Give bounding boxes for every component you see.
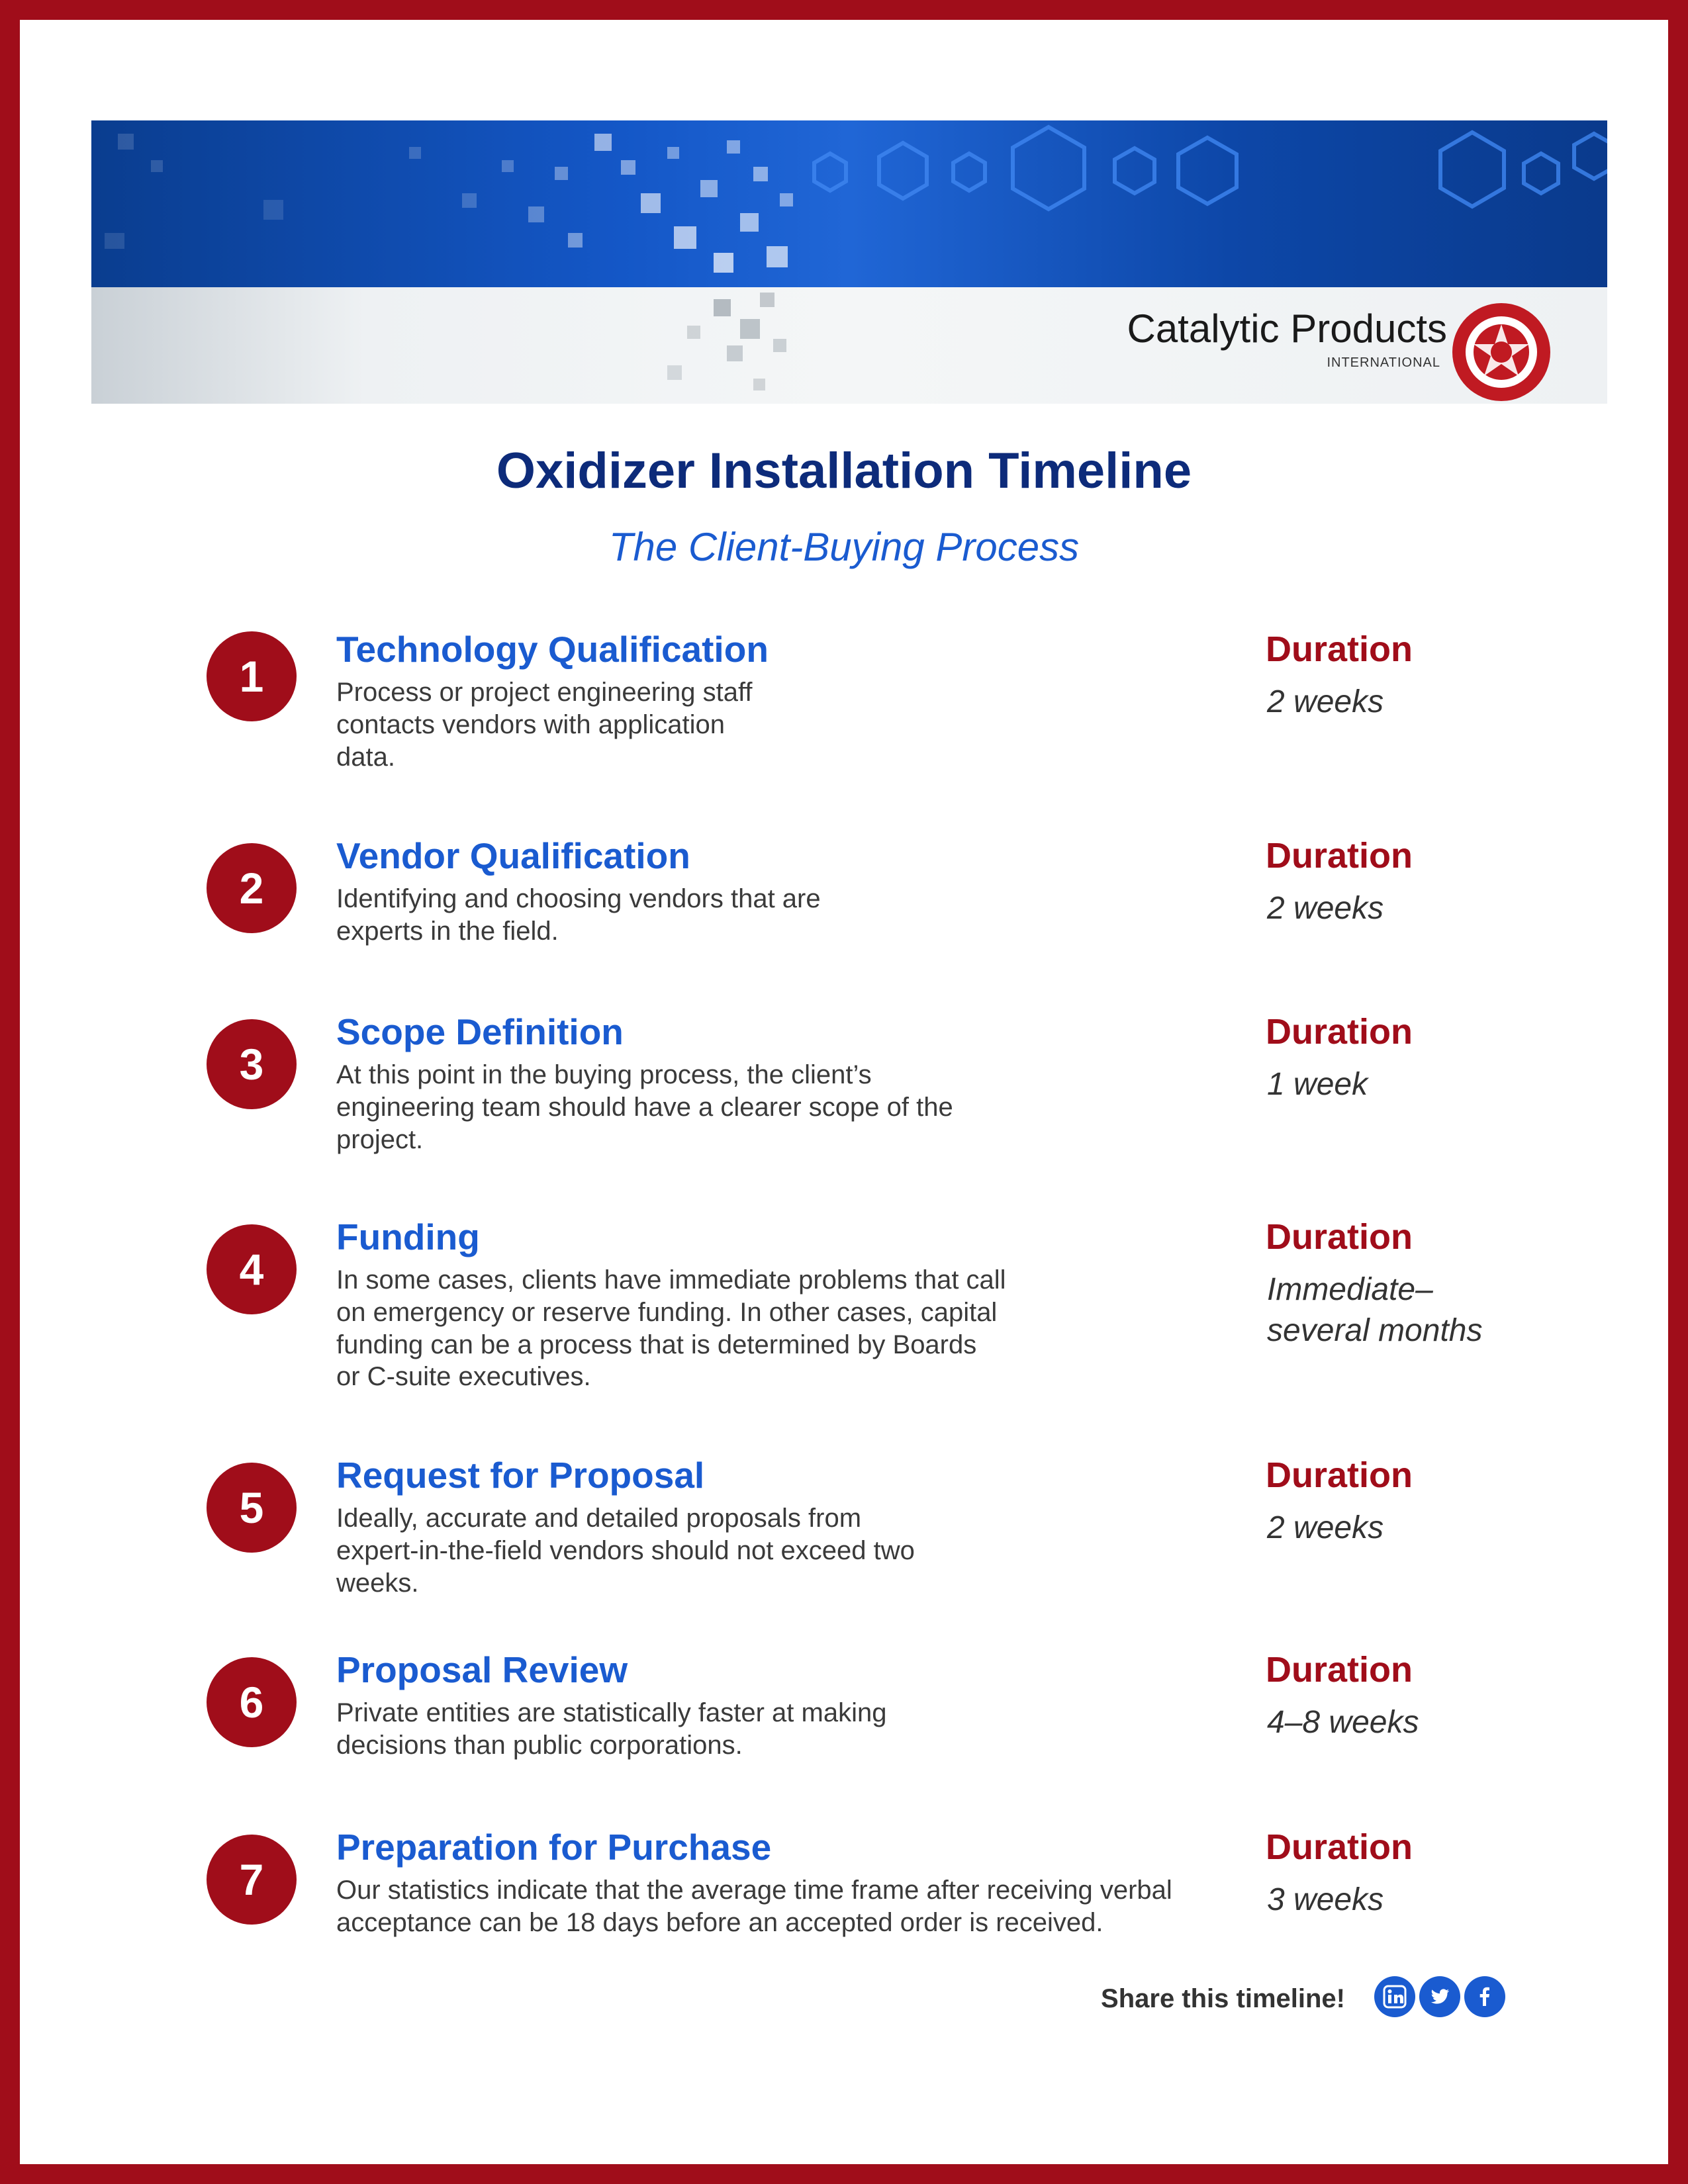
page-title: Oxidizer Installation Timeline <box>496 443 1192 499</box>
step-title: Proposal Review <box>336 1649 628 1690</box>
step-description: Identifying and choosing vendors that are experts in the field. <box>336 884 821 946</box>
share-label: Share this timeline! <box>1101 1984 1345 2013</box>
duration-value: Immediate– several months <box>1267 1272 1483 1349</box>
step-title: Scope Definition <box>336 1011 624 1052</box>
duration-value: 2 weeks <box>1267 891 1384 926</box>
brand-subtitle: INTERNATIONAL <box>1327 355 1440 370</box>
duration-label: Duration <box>1266 1827 1413 1867</box>
step-title: Technology Qualification <box>336 629 769 670</box>
brand-logo-icon <box>1450 300 1553 404</box>
step-number-badge: 4 <box>207 1224 297 1314</box>
twitter-icon[interactable] <box>1419 1976 1460 2017</box>
facebook-icon[interactable] <box>1464 1976 1505 2017</box>
step-description: In some cases, clients have immediate problems that call on emergency or reserve funding. In other cases, capital funding can be a process that is determined by Boards or C-suite executives. <box>336 1265 1006 1392</box>
step-description: Our statistics indicate that the average time frame after receiving verbal acceptance can be 18 days before an accepted order is received. <box>336 1876 1172 1937</box>
duration-value: 2 weeks <box>1267 684 1384 719</box>
duration-label: Duration <box>1266 629 1413 669</box>
duration-label: Duration <box>1266 1012 1413 1052</box>
step-number-badge: 2 <box>207 843 297 933</box>
duration-value: 3 weeks <box>1267 1882 1384 1917</box>
linkedin-icon[interactable] <box>1374 1976 1415 2017</box>
step-title: Request for Proposal <box>336 1455 705 1496</box>
step-number-badge: 5 <box>207 1463 297 1553</box>
duration-value: 1 week <box>1267 1067 1368 1102</box>
duration-value: 2 weeks <box>1267 1510 1384 1545</box>
step-number-badge: 3 <box>207 1019 297 1109</box>
header-banner <box>91 120 1607 404</box>
brand-wordmark <box>984 306 1447 371</box>
page-subtitle: The Client-Buying Process <box>608 525 1080 569</box>
duration-label: Duration <box>1266 1455 1413 1495</box>
duration-label: Duration <box>1266 1650 1413 1690</box>
step-number-badge: 6 <box>207 1657 297 1747</box>
step-description: Ideally, accurate and detailed proposals from expert-in-the-field vendors should not exceed two weeks. <box>336 1504 915 1598</box>
duration-label: Duration <box>1266 836 1413 876</box>
duration-label: Duration <box>1266 1217 1413 1257</box>
step-title: Funding <box>336 1216 480 1257</box>
step-description: Process or project engineering staff contacts vendors with application data. <box>336 678 753 772</box>
duration-value: 4–8 weeks <box>1267 1705 1419 1740</box>
step-number-badge: 1 <box>207 631 297 721</box>
step-title: Vendor Qualification <box>336 835 690 876</box>
step-title: Preparation for Purchase <box>336 1827 772 1868</box>
step-description: Private entities are statistically faster at making decisions than public corporations. <box>336 1698 887 1760</box>
brand-name: Catalytic Products <box>1127 306 1447 351</box>
step-number-badge: 7 <box>207 1835 297 1925</box>
step-description: At this point in the buying process, the client’s engineering team should have a clearer scope of the project. <box>336 1060 953 1154</box>
